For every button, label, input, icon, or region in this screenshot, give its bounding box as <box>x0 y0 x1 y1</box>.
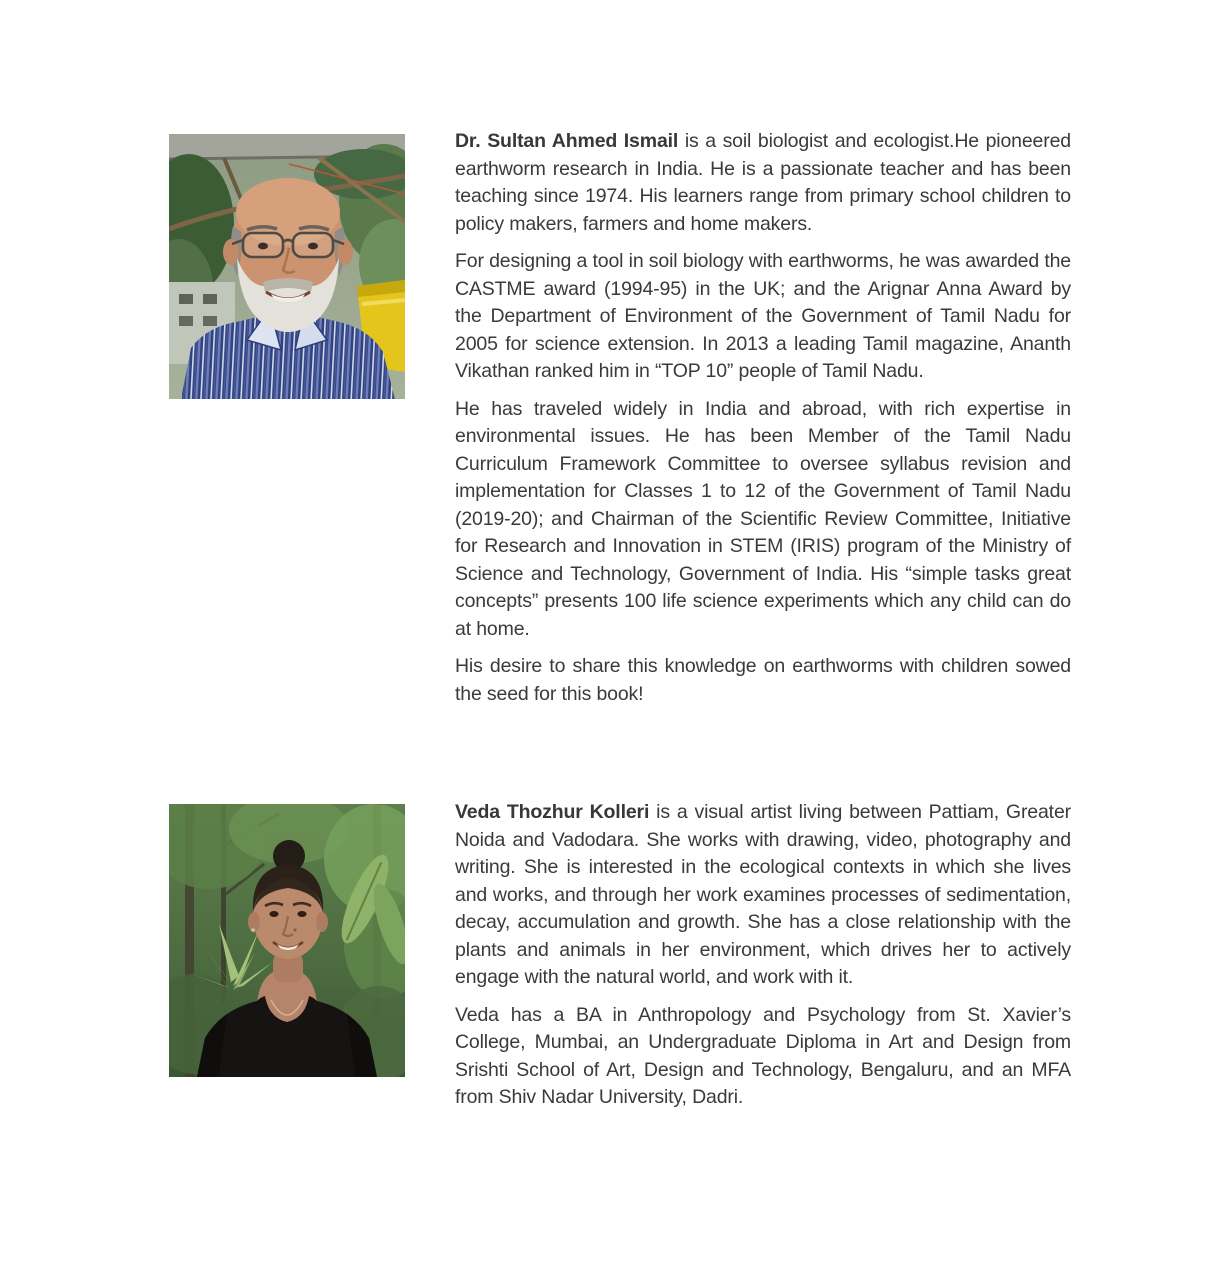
author-name: Dr. Sultan Ahmed Ismail <box>455 130 679 152</box>
bio-paragraph: Veda has a BA in Anthropology and Psychology from St. Xavier’s College, Mumbai, an Undergraduate Diploma in Art and Design from Srishti School of Art, Design and Technology, Bengaluru, and an MFA from Shiv Nadar University, Dadri. <box>455 1003 1071 1108</box>
sultan-photo-illustration <box>169 134 405 399</box>
bio-intro-paragraph <box>455 799 1071 992</box>
bio-intro-paragraph <box>455 128 1071 238</box>
bio-intro-text: is a visual artist living between Pattiam, Greater Noida and Vadodara. She works with drawing, video, photography and writing. She is interested in the ecological contexts in which she lives and works, and through her work examines processes of sedimentation, decay, accumulation and growth. She has a close relationship with the plants and animals in her environment, which drives her to actively engage with the natural world, and work with it. <box>455 801 1071 988</box>
veda-thozhur-kolleri-photo <box>169 804 405 1077</box>
sultan-ahmed-ismail-photo <box>169 134 405 399</box>
bio-paragraph: For designing a tool in soil biology with earthworms, he was awarded the CASTME award (1994-95) in the UK; and the Arignar Anna Award by the Department of Environment of the Government of Tamil Nadu for 2005 for science extension. In 2013 a leading Tamil magazine, Ananth Vikathan ranked him in “TOP 10” people of Tamil Nadu. <box>455 250 1071 382</box>
bio-paragraph: He has traveled widely in India and abroad, with rich expertise in environmental issues. He has been Member of the Tamil Nadu Curriculum Framework Committee to oversee syllabus revision and implementation for Classes 1 to 12 of the Government of Tamil Nadu (2019-20); and Chairman of the Scientific Review Committee, Initiative for Research and Innovation in STEM (IRIS) program of the Ministry of Science and Technology, Government of India. His “simple tasks great concepts” presents 100 life science experiments which any child can do at home. <box>455 397 1071 640</box>
sultan-ahmed-ismail-bio <box>455 128 1071 708</box>
bio-paragraph: His desire to share this knowledge on earthworms with children sowed the seed for this book! <box>455 655 1071 705</box>
author-name: Veda Thozhur Kolleri <box>455 801 650 823</box>
veda-photo-illustration <box>169 804 405 1077</box>
veda-thozhur-kolleri-bio <box>455 799 1071 1112</box>
bio-intro-text: is a soil biologist and ecologist.He pioneered earthworm research in India. He is a passionate teacher and has been teaching since 1974. His learners range from primary school children to policy makers, farmers and home makers. <box>455 130 1071 235</box>
